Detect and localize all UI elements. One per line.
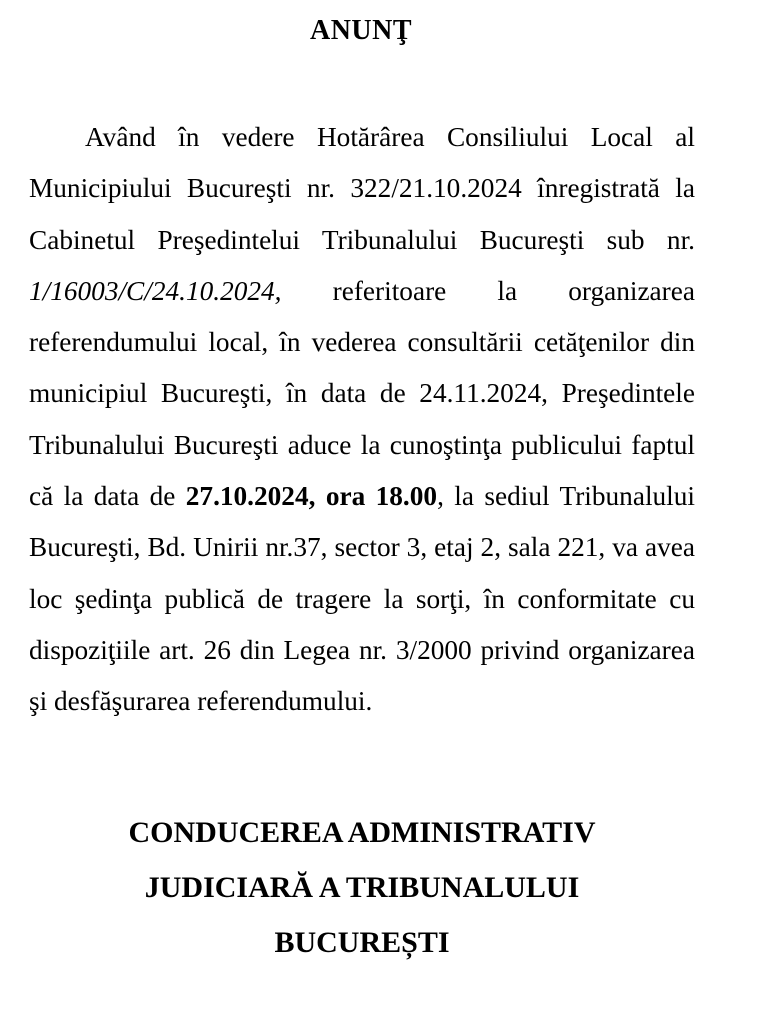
- registration-number: 1/16003/C/24.10.2024,: [29, 275, 282, 306]
- paragraph-text-part1: Având în vedere Hotărârea Consiliului Local al Municipiului Bucureşti nr. 322/21.10.2024 înregistrată la Cabinetul Preşedintelui Tribunalului Bucureşti sub nr.: [29, 122, 695, 255]
- signature-line-1: CONDUCEREA ADMINISTRATIV: [128, 816, 596, 849]
- signature-line-2: JUDICIARĂ A TRIBUNALULUI: [144, 871, 580, 904]
- paragraph-text-part3: , la sediul Tribunalului Bucureşti, Bd. Unirii nr.37, sector 3, etaj 2, sala 221, va avea loc şedinţa publică de tragere la sorţi, în conformitate cu dispoziţiile art. 26 din Legea nr. 3/2000 privind organizarea şi desfăşurarea referendumului.: [29, 481, 695, 717]
- session-date-time: 27.10.2024, ora 18.00: [185, 481, 438, 512]
- signature-block: [0, 805, 724, 970]
- signature-line-3: BUCUREȘTI: [274, 926, 450, 959]
- announcement-paragraph: [29, 112, 695, 728]
- document-title: ANUNŢ: [309, 15, 413, 46]
- paragraph-text-part2: referitoare la organizarea referendumului local, în vederea consultării cetăţenilor din municipiul Bucureşti, în data de 24.11.2024, Preşedintele Tribunalului Bucureşti aduce la cunoştinţa publicului faptul că la data de: [29, 275, 695, 512]
